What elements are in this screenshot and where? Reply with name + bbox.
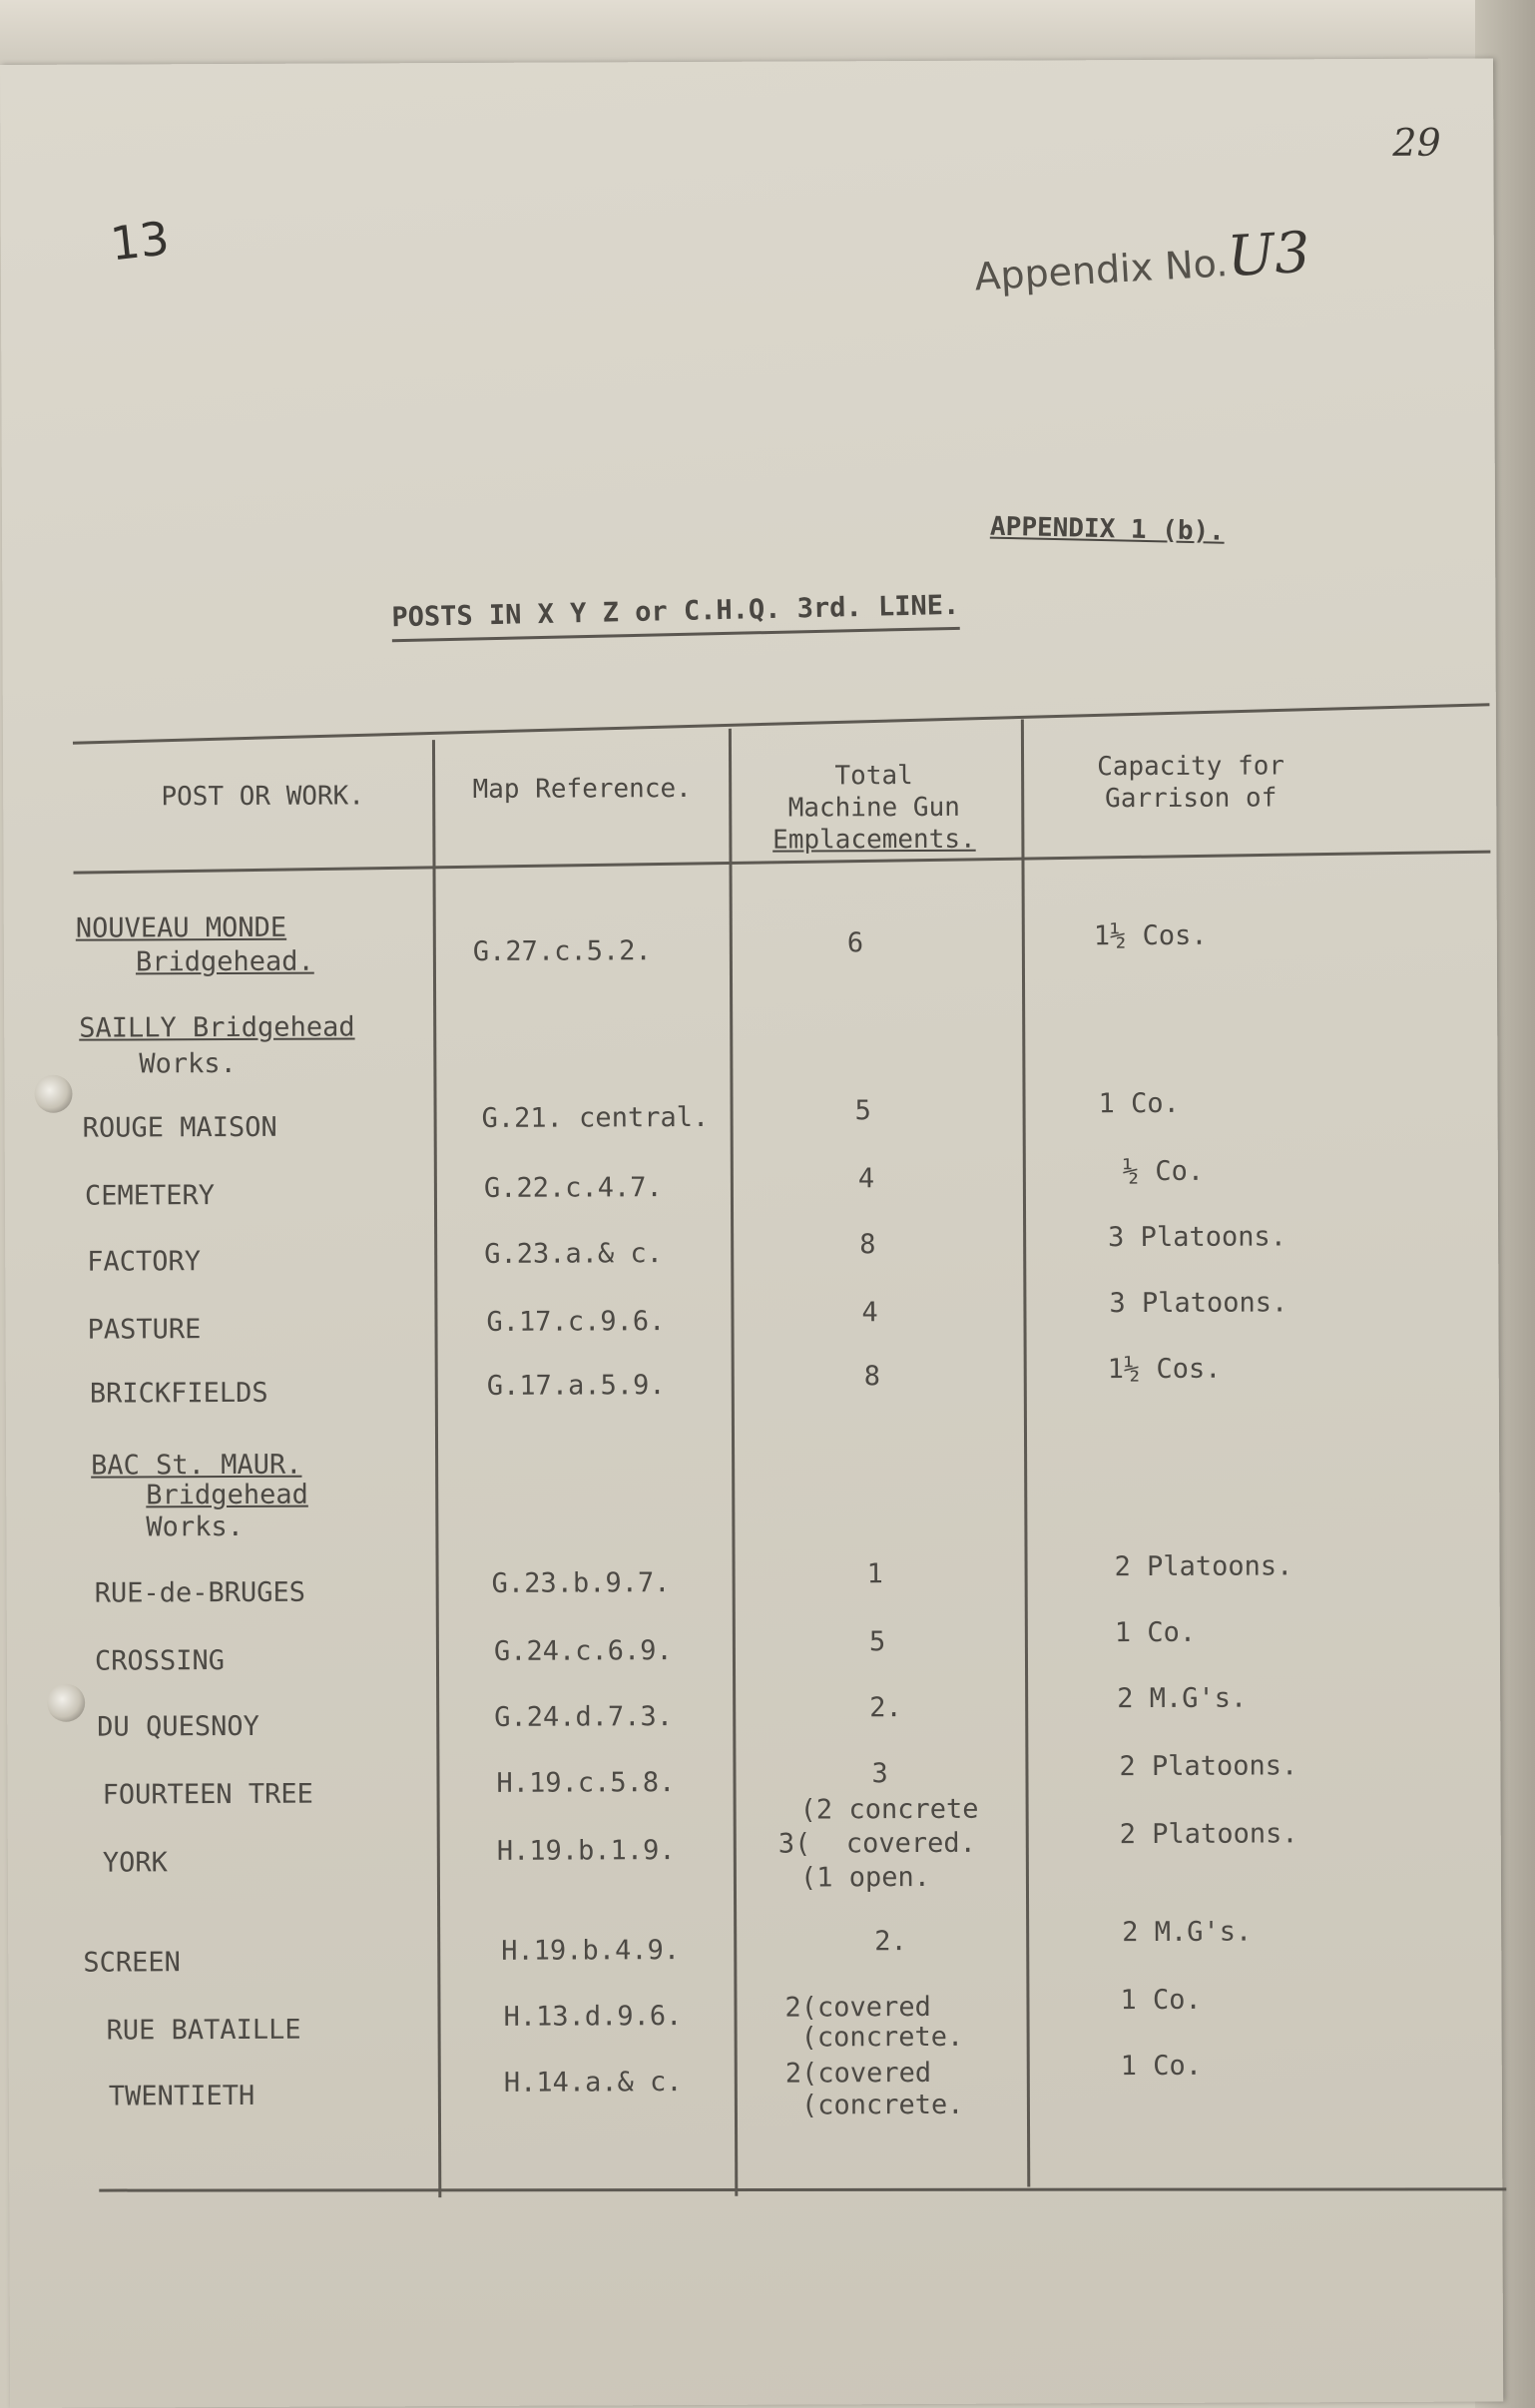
header-post-or-work: POST OR WORK. xyxy=(161,781,365,813)
mg-count: 8 xyxy=(859,1229,876,1261)
mg-count: 4 xyxy=(861,1297,878,1329)
capacity: 3 Platoons. xyxy=(1109,1287,1288,1320)
folio-number: 13 xyxy=(108,211,173,272)
mg-count: 6 xyxy=(846,927,864,959)
mg-count: 2. xyxy=(874,1926,907,1958)
capacity: 1½ Cos. xyxy=(1093,919,1208,952)
post-name: NOUVEAU MONDE xyxy=(75,911,287,944)
capacity: 2 M.G's. xyxy=(1117,1682,1248,1715)
mg-count: 2(covered xyxy=(784,1991,931,2024)
table-top-rule xyxy=(73,703,1490,744)
map-reference: G.23.b.9.7. xyxy=(491,1567,671,1599)
punch-hole-upper xyxy=(34,1075,72,1113)
mg-count: 5 xyxy=(854,1095,871,1127)
capacity: 2 Platoons. xyxy=(1114,1550,1293,1583)
post-name: CROSSING xyxy=(94,1645,226,1677)
map-reference: H.13.d.9.6. xyxy=(503,2001,683,2033)
post-name: BAC St. MAUR. xyxy=(91,1449,302,1482)
capacity: ½ Co. xyxy=(1122,1155,1205,1188)
post-subtitle: Works. xyxy=(139,1047,237,1080)
post-name: TWENTIETH xyxy=(108,2080,256,2112)
mg-note-1: (concrete. xyxy=(800,2021,964,2054)
map-reference: G.17.a.5.9. xyxy=(486,1370,666,1402)
post-name: FACTORY xyxy=(87,1246,202,1278)
mg-count: 2(covered xyxy=(784,2057,932,2090)
post-name: RUE-de-BRUGES xyxy=(94,1576,306,1609)
table-bottom-rule xyxy=(99,2187,1506,2191)
capacity: 3 Platoons. xyxy=(1108,1221,1287,1254)
post-name: BRICKFIELDS xyxy=(89,1377,268,1410)
post-name: PASTURE xyxy=(87,1314,202,1346)
capacity: 1 Co. xyxy=(1098,1087,1180,1120)
column-divider-2 xyxy=(729,729,738,2196)
punch-hole-lower xyxy=(47,1684,85,1722)
mg-count: 4 xyxy=(857,1163,875,1195)
capacity: 1 Co. xyxy=(1120,2050,1203,2083)
header-mg-line2: Machine Gun xyxy=(787,792,960,824)
map-reference: G.22.c.4.7. xyxy=(483,1172,663,1204)
capacity: 2 Platoons. xyxy=(1119,1818,1298,1851)
header-map-reference: Map Reference. xyxy=(472,773,692,805)
document-title: POSTS IN X Y Z or C.H.Q. 3rd. LINE. xyxy=(391,590,960,642)
page-number: 29 xyxy=(1392,120,1441,165)
capacity: 2 M.G's. xyxy=(1122,1916,1253,1949)
map-reference: G.27.c.5.2. xyxy=(472,935,652,967)
capacity: 1 Co. xyxy=(1120,1984,1202,2017)
post-name: FOURTEEN TREE xyxy=(102,1778,313,1811)
mg-count: 5 xyxy=(868,1626,886,1658)
appendix-stamp xyxy=(972,221,1311,304)
post-name: ROUGE MAISON xyxy=(82,1111,277,1144)
capacity: 1 Co. xyxy=(1114,1616,1197,1649)
post-name: CEMETERY xyxy=(84,1180,216,1212)
post-name: SCREEN xyxy=(83,1947,181,1979)
post-name: DU QUESNOY xyxy=(97,1710,259,1743)
map-reference: H.19.b.4.9. xyxy=(501,1935,681,1967)
mg-count: 2. xyxy=(869,1692,902,1724)
header-cap-line1: Capacity for xyxy=(1097,751,1285,783)
map-reference: G.17.c.9.6. xyxy=(486,1306,666,1338)
header-cap-line2: Garrison of xyxy=(1105,783,1278,815)
post-subtitle: Bridgehead. xyxy=(135,945,314,978)
post-name: YORK xyxy=(102,1847,168,1879)
post-name: RUE BATAILLE xyxy=(106,2014,301,2047)
post-subtitle-2: Works. xyxy=(146,1510,245,1543)
appendix-stamp-number: U3 xyxy=(1225,220,1312,291)
map-reference: G.21. central. xyxy=(481,1101,710,1134)
mg-count: 3 xyxy=(871,1758,888,1790)
appendix-stamp-prefix: Appendix No. xyxy=(973,241,1230,300)
appendix-heading: APPENDIX 1 (b). xyxy=(989,511,1226,547)
mg-note-1: (concrete. xyxy=(800,2089,964,2121)
map-reference: G.23.a.& c. xyxy=(484,1238,664,1270)
capacity: 1½ Cos. xyxy=(1107,1353,1222,1386)
mg-note-2: covered. xyxy=(845,1827,976,1860)
map-reference: H.19.c.5.8. xyxy=(496,1767,676,1799)
column-divider-1 xyxy=(432,740,441,2197)
mg-count: 8 xyxy=(863,1361,881,1393)
map-reference: H.14.a.& c. xyxy=(503,2067,683,2099)
header-machine-gun xyxy=(732,760,1016,857)
header-mg-line3: Emplacements. xyxy=(772,824,976,856)
mg-count: 3( xyxy=(777,1828,811,1860)
mg-note-1: (2 concrete xyxy=(799,1793,979,1826)
mg-note-3: (1 open. xyxy=(799,1861,931,1894)
map-reference: H.19.b.1.9. xyxy=(496,1835,676,1867)
mg-count: 1 xyxy=(866,1558,883,1590)
capacity: 2 Platoons. xyxy=(1119,1750,1298,1783)
header-mg-line1: Total xyxy=(834,761,913,792)
column-divider-3 xyxy=(1021,720,1030,2187)
header-capacity xyxy=(1041,750,1340,815)
post-name: SAILLY Bridgehead xyxy=(79,1011,355,1044)
post-subtitle: Bridgehead xyxy=(146,1479,308,1511)
map-reference: G.24.d.7.3. xyxy=(494,1701,674,1733)
document-page xyxy=(0,58,1503,2408)
map-reference: G.24.c.6.9. xyxy=(493,1635,673,1667)
